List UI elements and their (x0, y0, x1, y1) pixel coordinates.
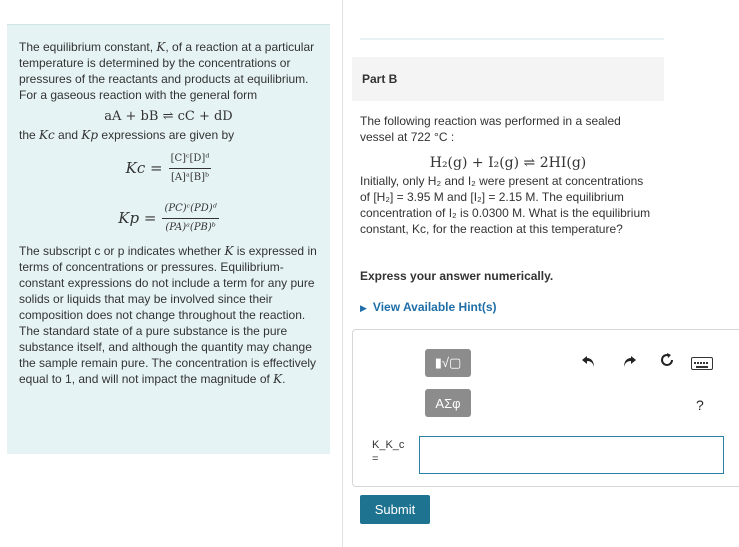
caret-right-icon: ▶ (360, 303, 367, 313)
k-symbol: K (273, 372, 283, 386)
kp-symbol: Kp (81, 128, 99, 142)
kp-denominator: (PA)ᵃ(PB)ᵇ (165, 221, 216, 233)
kc-lhs: Kc = (125, 159, 163, 177)
part-title: Part B (352, 57, 664, 101)
intro-text: and (54, 128, 82, 142)
equals-sign: = (372, 453, 379, 465)
kp-lhs: Kp = (118, 209, 157, 227)
k-symbol: K (156, 40, 166, 54)
help-icon[interactable]: ? (696, 397, 704, 413)
hint-label: View Available Hint(s) (372, 300, 497, 314)
intro-paragraph-3 (19, 127, 318, 143)
intro-paragraph-1 (19, 39, 318, 87)
undo-icon[interactable] (581, 353, 597, 374)
redo-icon[interactable] (621, 353, 637, 374)
intro-text: , of a reaction at a particular temperature is determined by the concentrations or pressures of the reactants and products at equilibrium. (19, 40, 315, 86)
kc-label-text: K_K_c (372, 439, 405, 451)
k-symbol: K (224, 244, 234, 258)
kp-fraction (162, 201, 218, 236)
intro-text: The subscript c or p indicates whether (19, 244, 225, 258)
kc-equation (19, 143, 318, 193)
answer-box (352, 329, 739, 487)
problem-line-1: The following reaction was performed in a sealed vessel at 722 °C : (360, 114, 621, 144)
intro-text: is expressed in terms of concentrations or pressures. Equilibrium-constant expressions do not include a term for any pure solids or liquids that may be involved since their composition does not change throughout the reaction. The standard state of a pure substance is the pure substance itself, and although the quantity may change the sample remain pure. The concentration is effectively equal to 1, and will not impact the magnitude of (19, 244, 317, 386)
kc-fraction (169, 151, 212, 186)
answer-instructions: Express your answer numerically. (360, 269, 554, 283)
intro-text: The equilibrium constant, (19, 40, 157, 54)
column-divider (342, 0, 343, 547)
templates-button[interactable] (425, 349, 471, 377)
kc-numerator: [C]ᶜ[D]ᵈ (169, 151, 212, 169)
kc-input-label (372, 438, 404, 466)
keyboard-icon[interactable] (691, 357, 713, 370)
kc-denominator: [A]ᵃ[B]ᵇ (170, 171, 209, 183)
intro-text: expressions are given by (98, 128, 235, 142)
submit-button[interactable]: Submit (360, 495, 430, 524)
problem-line-2: Initially, only H₂ and I₂ were present at concentrations of [H₂] = 3.95 M and [I₂] = 2.15 M. The equilibrium concentration of I₂ is 0.0300 M. What is the equilibrium constant, Kc, for the reaction at this temperature? (360, 174, 651, 236)
kc-symbol: Kc (39, 128, 55, 142)
intro-paragraph-4 (19, 243, 318, 387)
answer-input[interactable] (419, 436, 724, 474)
symbols-label: ΑΣφ (435, 395, 461, 411)
intro-text: the (19, 128, 40, 142)
intro-paragraph-2: For a gaseous reaction with the general form (19, 88, 258, 102)
problem-statement (360, 113, 656, 237)
kp-numerator: (PC)ᶜ(PD)ᵈ (162, 201, 218, 219)
general-equation: aA + bB ⇌ cC + dD (104, 109, 233, 124)
section-rule (360, 38, 664, 40)
kp-equation (19, 193, 318, 243)
reaction-equation: H₂(g) + I₂(g) ⇌ 2HI(g) (429, 155, 587, 171)
intro-text: . (282, 372, 286, 386)
templates-icon: ▮√▢ (434, 355, 462, 370)
symbols-button[interactable] (425, 389, 471, 417)
intro-panel (7, 24, 330, 454)
view-hints-link[interactable] (360, 300, 497, 314)
reset-icon[interactable] (659, 352, 675, 373)
